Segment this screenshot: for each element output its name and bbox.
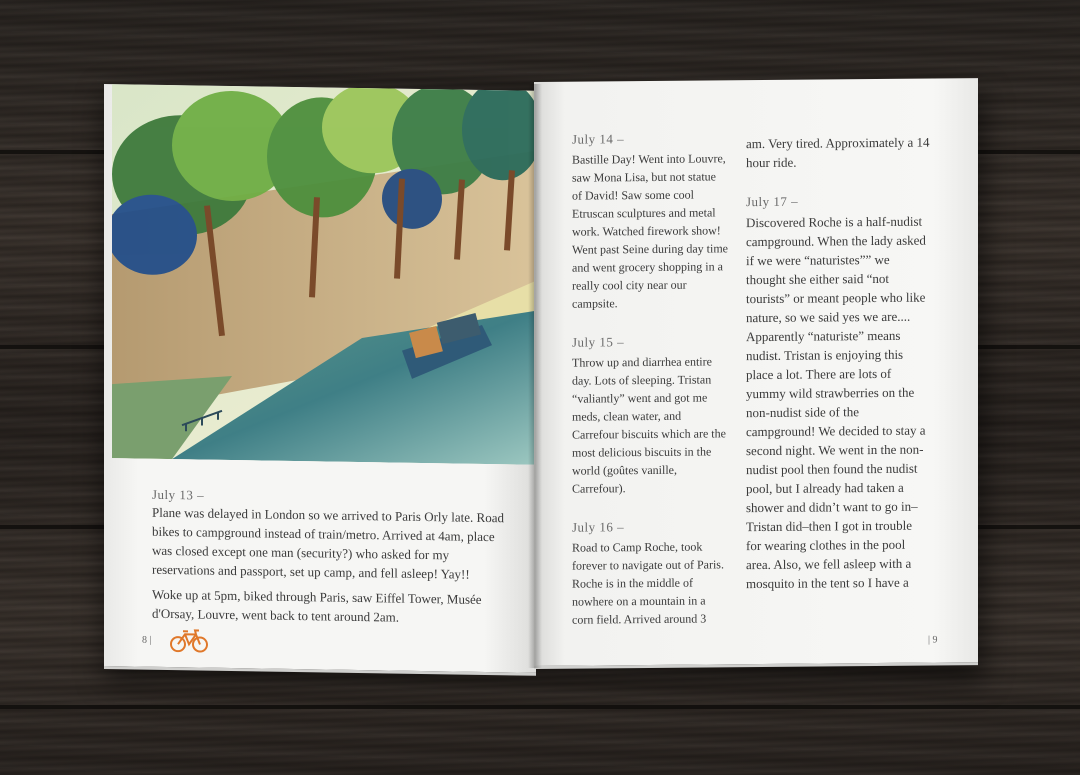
entry-july-14 — [572, 130, 728, 312]
bicycle-icon — [170, 627, 208, 654]
page-number-left: 8 | — [142, 634, 152, 646]
entry-paragraph: Woke up at 5pm, biked through Paris, saw Eiffel Tower, Musée d'Orsay, Louvre, went back to tent around 2am. — [152, 586, 482, 625]
entry-date: July 14 – — [572, 131, 625, 147]
entry-text: Bastille Day! Went into Louvre, saw Mona Lisa, but not statue of David! Saw some cool Etruscan sculptures and metal work. Watched firework show! Went past Seine during day time and went grocery shopping in a really cool city near our campsite. — [572, 151, 728, 311]
right-page — [534, 78, 978, 669]
entry-date: July 17 – — [746, 193, 799, 210]
entry-text: Road to Camp Roche, took forever to navigate out of Paris. Roche is in the middle of nowhere on a mountain in a corn field. Arrived around 3 — [572, 539, 724, 627]
entry-date: July 15 – — [572, 334, 625, 350]
entry-text: am. Very tired. Approximately a 14 hour ride. — [746, 134, 930, 171]
column-right — [746, 133, 930, 594]
entry-july-17 — [746, 193, 930, 594]
entry-july-13 — [152, 487, 506, 635]
book-spine — [528, 84, 542, 668]
column-left — [572, 130, 728, 650]
entry-text: Throw up and diarrhea entire day. Lots of sleeping. Tristan “valiantly” went and got me meds, clean water, and Carrefour biscuits which are the most delicious biscuits in the world (goûtes vanille, Carrefour). — [572, 354, 726, 496]
left-page — [104, 84, 536, 676]
page-number-right: | 9 — [928, 634, 938, 646]
entry-july-16 — [572, 518, 728, 628]
entry-paragraph: Plane was delayed in London so we arrived to Paris Orly late. Road bikes to campground instead of train/metro. Arrived at 4am, place was closed except one man (security?) who asked for my reservations and passport, set up camp, and fell asleep! Yay!! — [152, 504, 504, 582]
entry-date: July 16 – — [572, 519, 625, 535]
watercolor-seine-painting — [112, 84, 536, 465]
entry-july-15 — [572, 333, 728, 497]
wood-plank-gap — [0, 705, 1080, 709]
entry-text: Discovered Roche is a half-nudist campground. When the lady asked if we were “naturistes”” we thought she either said “not tourists” or meant people who like nature, so we said yes we are.... Apparently “naturiste” means nudist. Tristan is enjoying this place a lot. There are lots of yummy wild strawberries on the non-nudist side of the campground! We decided to stay a second night. We went in the non-nudist pool then found the nudist pool, but I already had taken a shower and didn’t want to go in– Tristan did–then I got in trouble for wearing clothes in the pool area. Also, we fell asleep with a mosquito in the tent so I have a — [746, 213, 926, 592]
entry-date: July 13 – — [152, 486, 205, 503]
entry-july-16-continued — [746, 133, 930, 173]
